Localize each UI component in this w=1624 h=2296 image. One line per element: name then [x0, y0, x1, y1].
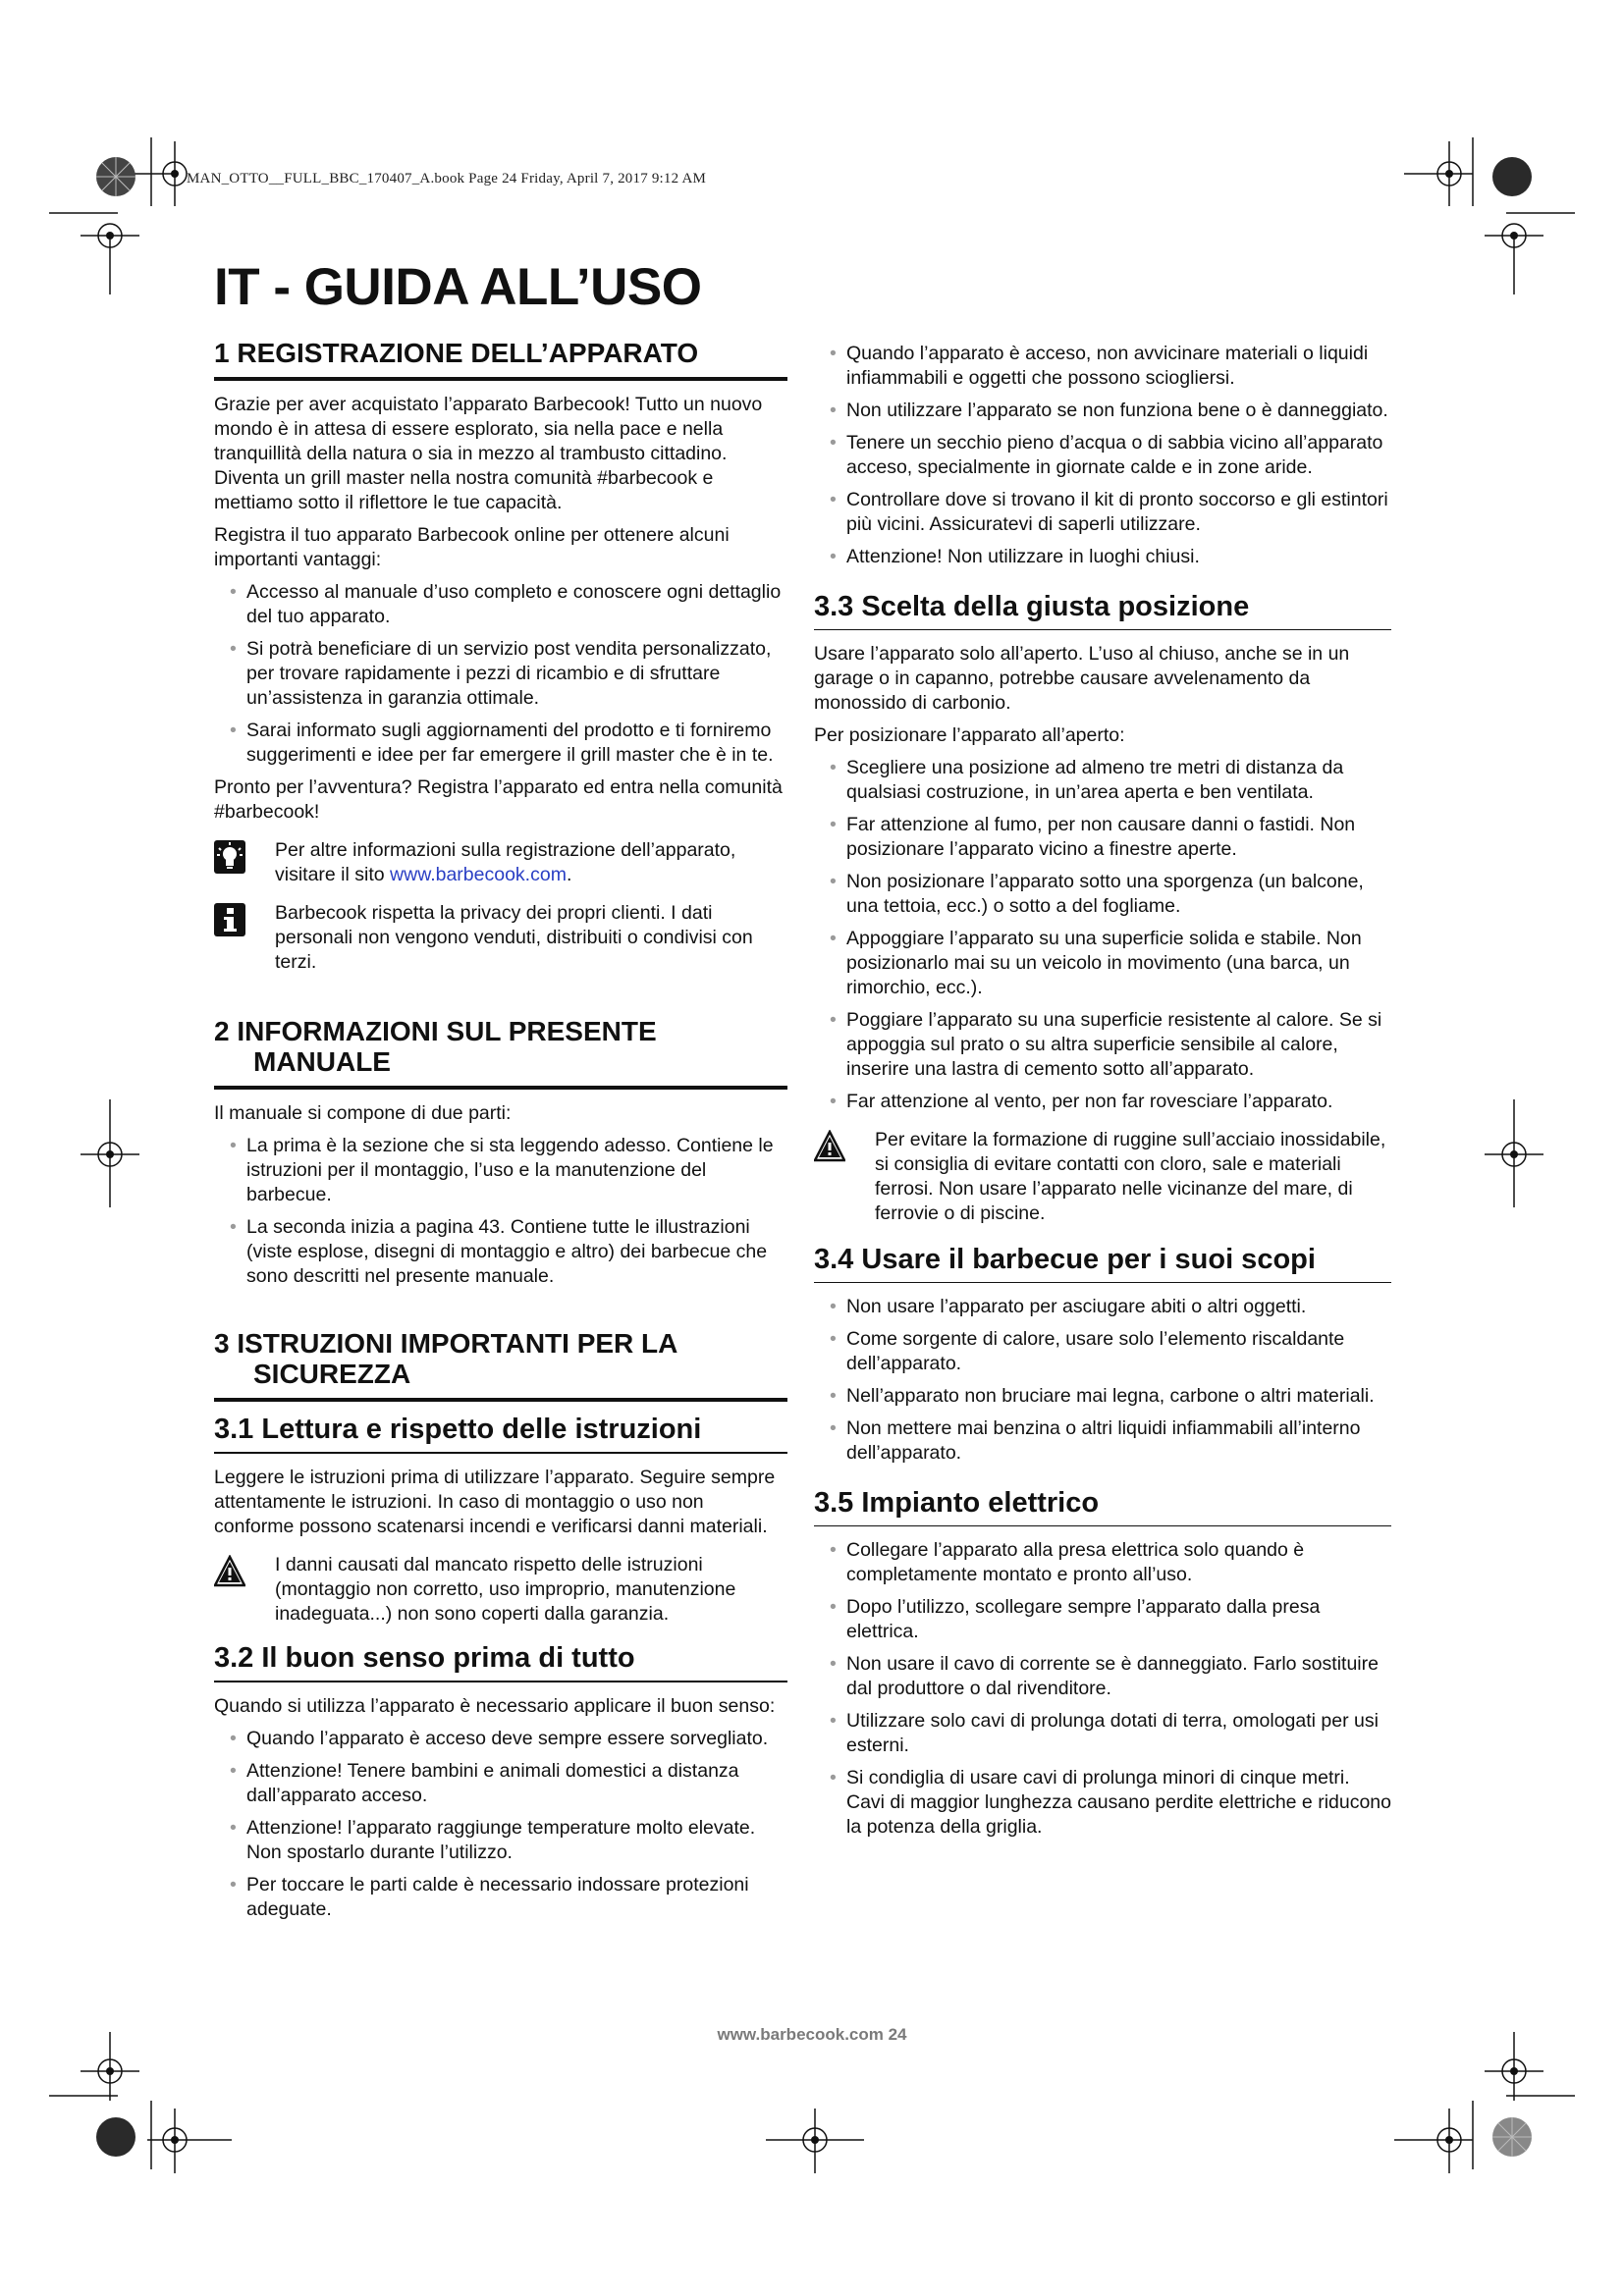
right-column — [814, 342, 1391, 1847]
section-3-4-heading: 3.4 Usare il barbecue per i suoi scopi — [814, 1244, 1391, 1283]
warning-text: Per evitare la formazione di ruggine sull’acciaio inossidabile, si consiglia di evitare contatti con cloro, sale e materiali ferrosi. Non usare l’apparato nelle vicinanze del mare, di ferrovie o di piscine. — [875, 1129, 1386, 1224]
section-1-paragraph-3: Pronto per l’avventura? Registra l’apparato ed entra nella comunità #barbecook! — [214, 776, 783, 823]
section-1-paragraph-2: Registra il tuo apparato Barbecook online per ottenere alcuni importanti vantaggi: — [214, 524, 730, 570]
section-3-3-paragraph-2: Per posizionare l’apparato all’aperto: — [814, 724, 1125, 746]
list-item: • Non usare il cavo di corrente se è danneggiato. Farlo sostituire dal produttore o dal rivenditore. — [814, 1652, 1391, 1701]
list-item: • Far attenzione al fumo, per non causare danni o fastidi. Non posizionare l’apparato vicino a finestre aperte. — [814, 813, 1391, 862]
section-2-heading: 2 INFORMAZIONI SUL PRESENTE MANUALE — [214, 1016, 787, 1090]
lightbulb-icon — [214, 840, 245, 874]
list-item: • Far attenzione al vento, per non far rovesciare l’apparato. — [814, 1090, 1391, 1114]
spacer — [214, 1297, 787, 1328]
list-item: • La seconda inizia a pagina 43. Contiene tutte le illustrazioni (viste esplose, disegni di montaggio e altro) dei barbecue che sono descritti nel presente manuale. — [214, 1215, 787, 1289]
list-item: • Non mettere mai benzina o altri liquidi infiammabili all’interno dell’apparato. — [814, 1416, 1391, 1466]
left-column — [214, 338, 787, 1930]
spacer — [214, 985, 787, 1016]
tip-note — [214, 838, 787, 887]
section-3-5-heading: 3.5 Impianto elettrico — [814, 1487, 1391, 1526]
section-1-paragraph-1: Grazie per aver acquistato l’apparato Barbecook! Tutto un nuovo mondo è in attesa di essere esplorato, sia nella pace e nella tranquillità della natura o sia in mezzo al trambusto cittadino. Diventa un grill master nella nostra comunità #barbecook e mettiamo sotto il riflettore le tue capacità. — [214, 394, 763, 513]
warning-note — [214, 1553, 787, 1627]
section-3-3-heading: 3.3 Scelta della giusta posizione — [814, 591, 1391, 630]
list-item: • Non posizionare l’apparato sotto una sporgenza (un balcone, una tettoia, ecc.) o sotto a del fogliame. — [814, 870, 1391, 919]
list-item: • Scegliere una posizione ad almeno tre metri di distanza da qualsiasi costruzione, in un’area aperta e ben ventilata. — [814, 756, 1391, 805]
page-title: IT - GUIDA ALL’USO — [214, 258, 702, 316]
list-item: • Sarai informato sugli aggiornamenti del prodotto e ti forniremo suggerimenti e idee per far emergere il grill master che è in te. — [214, 719, 787, 768]
list-item: • Non utilizzare l’apparato se non funziona bene o è danneggiato. — [814, 399, 1391, 423]
list-item: • Collegare l’apparato alla presa elettrica solo quando è completamente montato e pronto all’uso. — [814, 1538, 1391, 1587]
warning-text: I danni causati dal mancato rispetto delle istruzioni (montaggio non corretto, uso improprio, manutenzione inadeguata...) non sono coperti dalla garanzia. — [275, 1554, 736, 1625]
list-item: • Appoggiare l’apparato su una superficie solida e stabile. Non posizionarlo mai su un veicolo in movimento (una barca, un rimorchio, ecc.). — [814, 927, 1391, 1000]
list-item: • Non usare l’apparato per asciugare abiti o altri oggetti. — [814, 1295, 1391, 1319]
info-note — [214, 901, 787, 975]
list-item: • Dopo l’utilizzo, scollegare sempre l’apparato dalla presa elettrica. — [814, 1595, 1391, 1644]
list-item: • Quando l’apparato è acceso, non avvicinare materiali o liquidi infiammabili e oggetti che possono sciogliersi. — [814, 342, 1391, 391]
warning-icon — [814, 1130, 845, 1163]
page-footer: www.barbecook.com 24 — [717, 2025, 907, 2044]
section-3-3-paragraph-1: Usare l’apparato solo all’aperto. L’uso al chiuso, anche se in un garage o in capanno, potrebbe causare avvelenamento da monossido di carbonio. — [814, 643, 1350, 714]
list-item: • Poggiare l’apparato su una superficie resistente al calore. Se si appoggia sul prato o su altra superficie sensibile al calore, inserire una lastra di cemento sotto all’apparato. — [814, 1008, 1391, 1082]
list-item: • Accesso al manuale d’uso completo e conoscere ogni dettaglio del tuo apparato. — [214, 580, 787, 629]
section-3-1-heading: 3.1 Lettura e rispetto delle istruzioni — [214, 1414, 787, 1454]
info-text: Barbecook rispetta la privacy dei propri clienti. I dati personali non vengono venduti, distribuiti o condivisi con terzi. — [275, 902, 753, 973]
list-item: • Si potrà beneficiare di un servizio post vendita personalizzato, per trovare rapidamente i pezzi di ricambio e di sfruttare un’assistenza in garanzia ottimale. — [214, 637, 787, 711]
tip-text — [275, 838, 787, 887]
barbecook-website-link[interactable]: www.barbecook.com — [390, 864, 567, 885]
list-item: • Quando l’apparato è acceso deve sempre essere sorvegliato. — [214, 1727, 787, 1751]
section-3-heading: 3 ISTRUZIONI IMPORTANTI PER LA SICUREZZA — [214, 1328, 787, 1402]
list-item: • Attenzione! l’apparato raggiunge temperature molto elevate. Non spostarlo durante l’utilizzo. — [214, 1816, 787, 1865]
list-item: • Tenere un secchio pieno d’acqua o di sabbia vicino all’apparato acceso, specialmente in giornate calde e in zone aride. — [814, 431, 1391, 480]
section-3-1-paragraph: Leggere le istruzioni prima di utilizzare l’apparato. Seguire sempre attentamente le istruzioni. In caso di montaggio o uso non conforme possono scatenarsi incendi e verificarsi danni materiali. — [214, 1467, 776, 1537]
list-item: • Utilizzare solo cavi di prolunga dotati di terra, omologati per usi esterni. — [814, 1709, 1391, 1758]
section-2-paragraph-1: Il manuale si compone di due parti: — [214, 1102, 512, 1124]
info-icon — [214, 903, 245, 936]
list-item: • Come sorgente di calore, usare solo l’elemento riscaldante dell’apparato. — [814, 1327, 1391, 1376]
warning-note — [814, 1128, 1391, 1226]
tip-text-body: Per altre informazioni sulla registrazione dell’apparato, visitare il sito — [275, 839, 736, 885]
list-item: • Controllare dove si trovano il kit di pronto soccorso e gli estintori più vicini. Assicuratevi di saperli utilizzare. — [814, 488, 1391, 537]
list-item: • Per toccare le parti calde è necessario indossare protezioni adeguate. — [214, 1873, 787, 1922]
list-item: • Attenzione! Tenere bambini e animali domestici a distanza dall’apparato acceso. — [214, 1759, 787, 1808]
tip-text-end: . — [566, 864, 572, 885]
section-1-heading: 1 REGISTRAZIONE DELL’APPARATO — [214, 338, 787, 381]
list-item: • Si condiglia di usare cavi di prolunga minori di cinque metri. Cavi di maggior lunghezza causano perdite elettriche e riducono la potenza della griglia. — [814, 1766, 1391, 1840]
section-3-2-heading: 3.2 Il buon senso prima di tutto — [214, 1642, 787, 1682]
list-item: • La prima è la sezione che si sta leggendo adesso. Contiene le istruzioni per il montaggio, l’uso e la manutenzione del barbecue. — [214, 1134, 787, 1207]
section-3-2-paragraph: Quando si utilizza l’apparato è necessario applicare il buon senso: — [214, 1695, 776, 1717]
warning-icon — [214, 1555, 245, 1588]
print-slug-header: MAN_OTTO__FULL_BBC_170407_A.book Page 24 Friday, April 7, 2017 9:12 AM — [187, 171, 707, 187]
list-item: • Nell’apparato non bruciare mai legna, carbone o altri materiali. — [814, 1384, 1391, 1409]
list-item: • Attenzione! Non utilizzare in luoghi chiusi. — [814, 545, 1391, 569]
